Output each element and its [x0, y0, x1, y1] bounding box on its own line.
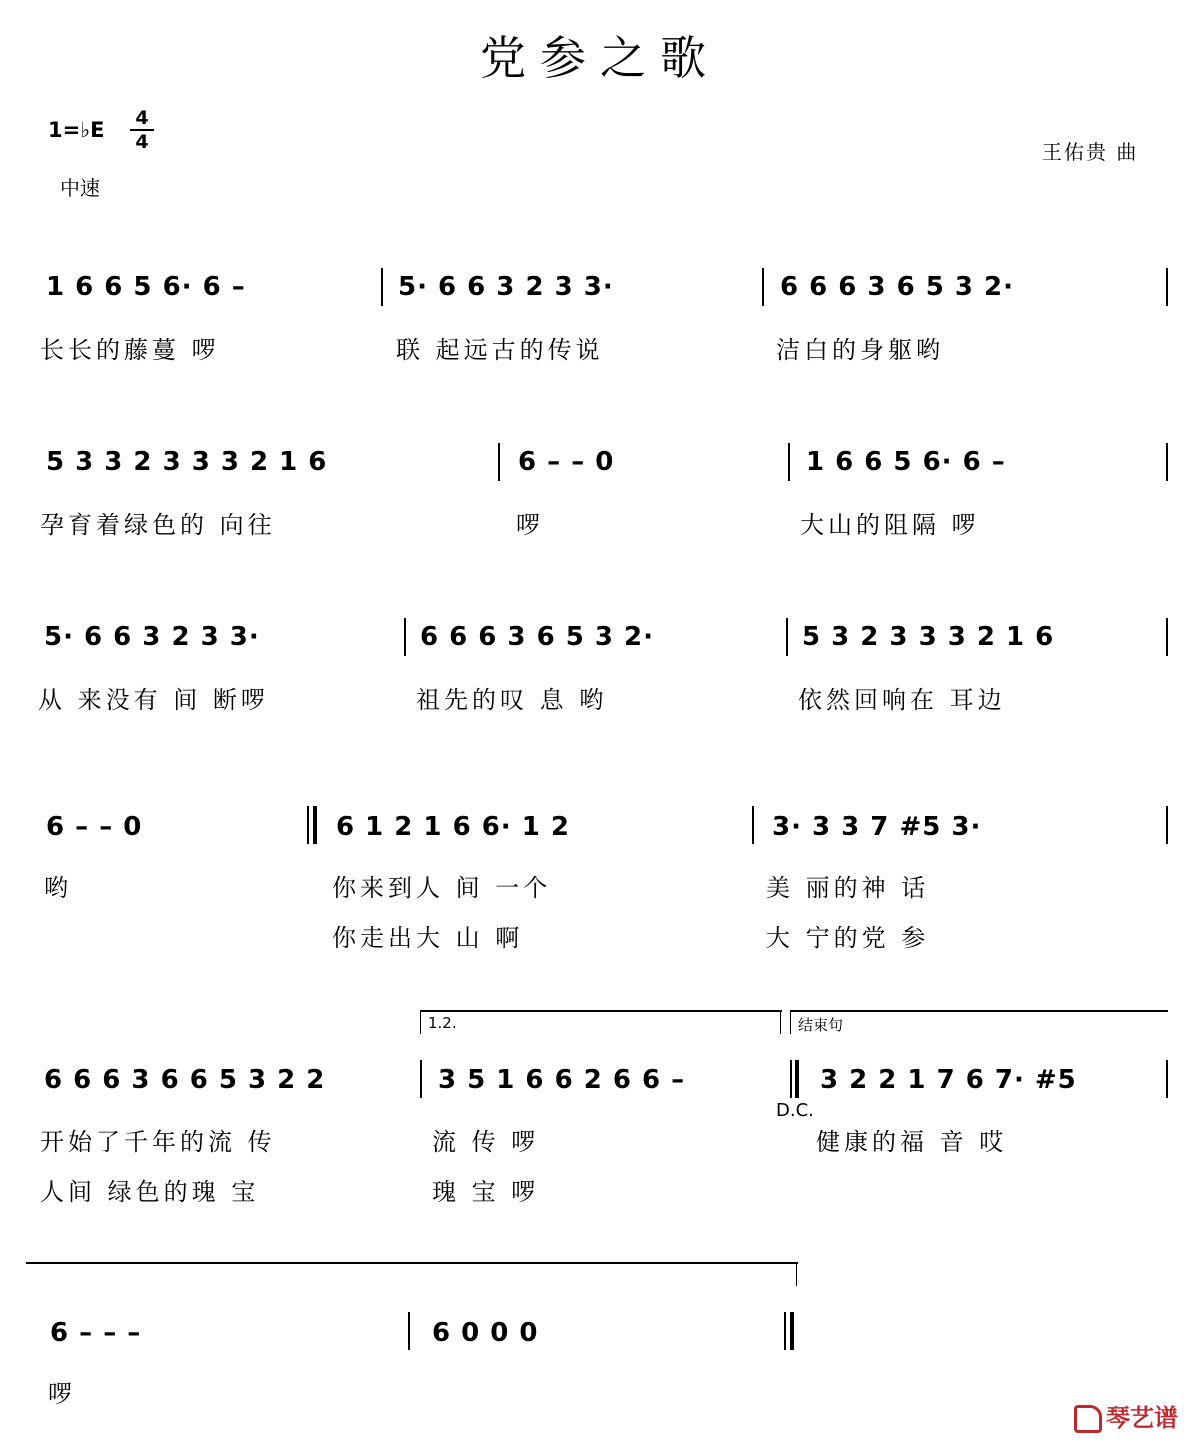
- time-denominator: 4: [135, 131, 149, 153]
- watermark-text: 琴艺谱: [1106, 1404, 1178, 1432]
- volta-ending-phrase: 结束句: [798, 1016, 844, 1034]
- line5-measure3-notes: 3 2 2 1 7 6 7· #5: [820, 1065, 1077, 1095]
- line1-measure2-notes: 5· 6 6 3 2 3 3·: [398, 272, 614, 302]
- line3-measure2-notes: 6 6 6 3 6 5 3 2·: [420, 622, 654, 652]
- line1-lyric2: 联 起远古的传说: [396, 336, 604, 364]
- line4-lyric3: 美 丽的神 话: [766, 874, 930, 902]
- line4-lyric3-verse2: 大 宁的党 参: [766, 924, 930, 952]
- line2-measure3-notes: 1 6 6 5 6· 6 –: [806, 447, 1006, 477]
- line5-measure2-notes: 3 5 1 6 6 2 6 6 –: [438, 1065, 686, 1095]
- line2-lyric2: 啰: [516, 511, 544, 539]
- time-signature: [130, 108, 154, 152]
- line3-measure1-notes: 5· 6 6 3 2 3 3·: [44, 622, 260, 652]
- logo-icon: [1074, 1405, 1102, 1433]
- line4-measure2-notes: 6 1 2 1 6 6· 1 2: [336, 812, 570, 842]
- volta-first-ending: 1.2.: [428, 1014, 457, 1032]
- line5-lyric3: 健康的福 音 哎: [816, 1128, 1008, 1156]
- line2-lyric1: 孕育着绿色的 向往: [40, 511, 276, 539]
- line3-measure3-notes: 5 3 2 3 3 3 2 1 6: [802, 622, 1055, 652]
- line6-measure2-notes: 6 0 0 0: [432, 1318, 539, 1348]
- line2-lyric3: 大山的阻隔 啰: [800, 511, 980, 539]
- line3-lyric3: 依然回响在 耳边: [798, 686, 1006, 714]
- song-title: 党参之歌: [480, 31, 720, 85]
- line1-lyric1: 长长的藤蔓 啰: [40, 336, 220, 364]
- composer-credit: 王佑贵 曲: [1042, 140, 1139, 164]
- line5-lyric1-verse2: 人间 绿色的瑰 宝: [40, 1178, 260, 1206]
- line5-lyric1: 开始了千年的流 传: [40, 1128, 276, 1156]
- line4-lyric1: 哟: [44, 874, 72, 902]
- line5-lyric2-verse2: 瑰 宝 啰: [432, 1178, 540, 1206]
- line5-measure1-notes: 6 6 6 3 6 6 5 3 2 2: [44, 1065, 326, 1095]
- line1-measure1-notes: 1 6 6 5 6· 6 –: [46, 272, 246, 302]
- line1-lyric3: 洁白的身躯哟: [776, 336, 944, 364]
- line3-lyric1: 从 来没有 间 断啰: [38, 686, 269, 714]
- line2-measure1-notes: 5 3 3 2 3 3 3 2 1 6: [46, 447, 328, 477]
- watermark-logo: [1074, 1398, 1178, 1433]
- line3-lyric2: 祖先的叹 息 哟: [416, 686, 608, 714]
- line2-measure2-notes: 6 – – 0: [518, 447, 615, 477]
- tempo-marking: 中速: [60, 176, 100, 200]
- line5-lyric2: 流 传 啰: [432, 1128, 540, 1156]
- line1-measure3-notes: 6 6 6 3 6 5 3 2·: [780, 272, 1014, 302]
- time-numerator: 4: [135, 107, 149, 129]
- line6-measure1-notes: 6 – – –: [50, 1318, 142, 1348]
- line4-measure1-notes: 6 – – 0: [46, 812, 143, 842]
- line4-measure3-notes: 3· 3 3 7 #5 3·: [772, 812, 982, 842]
- line6-lyric1: 啰: [48, 1380, 76, 1408]
- line4-lyric2: 你来到人 间 一个: [332, 874, 552, 902]
- da-capo-mark: D.C.: [776, 1100, 814, 1121]
- line4-lyric2-verse2: 你走出大 山 啊: [332, 924, 524, 952]
- key-signature: 1=♭E: [48, 118, 105, 142]
